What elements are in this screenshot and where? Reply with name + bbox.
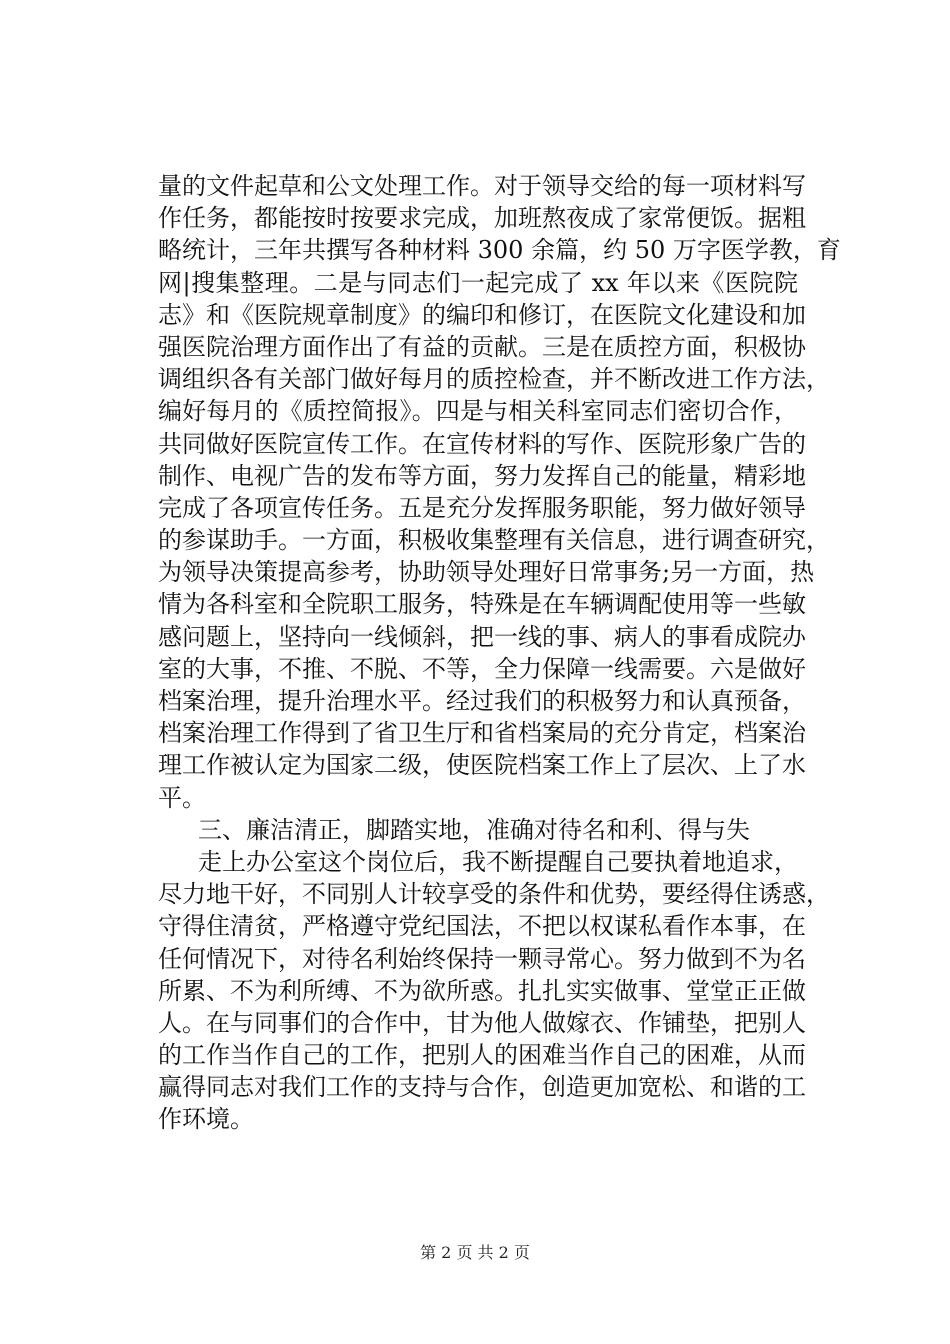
text-line: 网|搜集整理。二是与同志们一起完成了 xx 年以来《医院院 [158,268,798,297]
text-line: 完成了各项宣传任务。五是充分发挥服务职能，努力做好领导 [158,493,806,522]
text-line: 略统计，三年共撰写各种材料 300 余篇，约 50 万字医学教，育 [158,236,841,265]
text-line: 档案治理工作得到了省卫生厅和省档案局的充分肯定，档案治 [158,719,806,748]
text-line: 平。 [158,783,206,812]
text-line: 作环境。 [158,1105,254,1134]
text-line: 量的文件起草和公文处理工作。对于领导交给的每一项材料写 [158,172,806,200]
text-line: 的参谋助手。一方面，积极收集整理有关信息，进行调查研究， [158,526,830,555]
text-line: 所累、不为利所缚、不为欲所惑。扎扎实实做事、堂堂正正做 [158,976,806,1005]
text-line: 编好每月的《质控简报》。四是与相关科室同志们密切合作， [158,397,798,426]
text-line: 人。在与同事们的合作中，甘为他人做嫁衣、作铺垫，把别人 [158,1008,806,1037]
text-line: 为领导决策提高参考，协助领导处理好日常事务;另一方面，热 [158,558,815,587]
text-line: 赢得同志对我们工作的支持与合作，创造更加宽松、和谐的工 [158,1073,806,1102]
text-line: 志》和《医院规章制度》的编印和修订，在医院文化建设和加 [158,300,806,329]
document-body [158,170,841,1136]
text-line: 调组织各有关部门做好每月的质控检查，并不断改进工作方法， [158,365,830,394]
text-line: 理工作被认定为国家二级，使医院档案工作上了层次、上了水 [158,751,806,780]
text-line: 室的大事，不推、不脱、不等，全力保障一线需要。六是做好 [158,654,806,683]
text-line: 守得住清贫，严格遵守党纪国法，不把以权谋私看作本事，在 [158,912,806,941]
text-line: 强医院治理方面作出了有益的贡献。三是在质控方面，积极协 [158,332,806,361]
page-number-footer: 第 2 页 共 2 页 [420,1243,530,1262]
text-line: 制作、电视广告的发布等方面，努力发挥自己的能量，精彩地 [158,461,806,490]
paragraph-first-line: 走上办公室这个岗位后，我不断提醒自己要执着地追求， [198,847,798,876]
section-heading: 三、廉洁清正，脚踏实地，准确对待名和利、得与失 [198,815,750,844]
text-line: 共同做好医院宣传工作。在宣传材料的写作、医院形象广告的 [158,429,806,458]
text-line: 作任务，都能按时按要求完成，加班熬夜成了家常便饭。据粗 [158,204,806,233]
text-line: 尽力地干好，不同别人计较享受的条件和优势，要经得住诱惑， [158,880,830,909]
text-line: 的工作当作自己的工作，把别人的困难当作自己的困难，从而 [158,1041,806,1070]
text-line: 情为各科室和全院职工服务，特殊是在车辆调配使用等一些敏 [158,590,806,619]
text-line: 任何情况下，对待名利始终保持一颗寻常心。努力做到不为名 [158,944,806,973]
text-line: 档案治理，提升治理水平。经过我们的积极努力和认真预备， [158,687,806,715]
text-line: 感问题上，坚持向一线倾斜，把一线的事、病人的事看成院办 [158,622,806,651]
